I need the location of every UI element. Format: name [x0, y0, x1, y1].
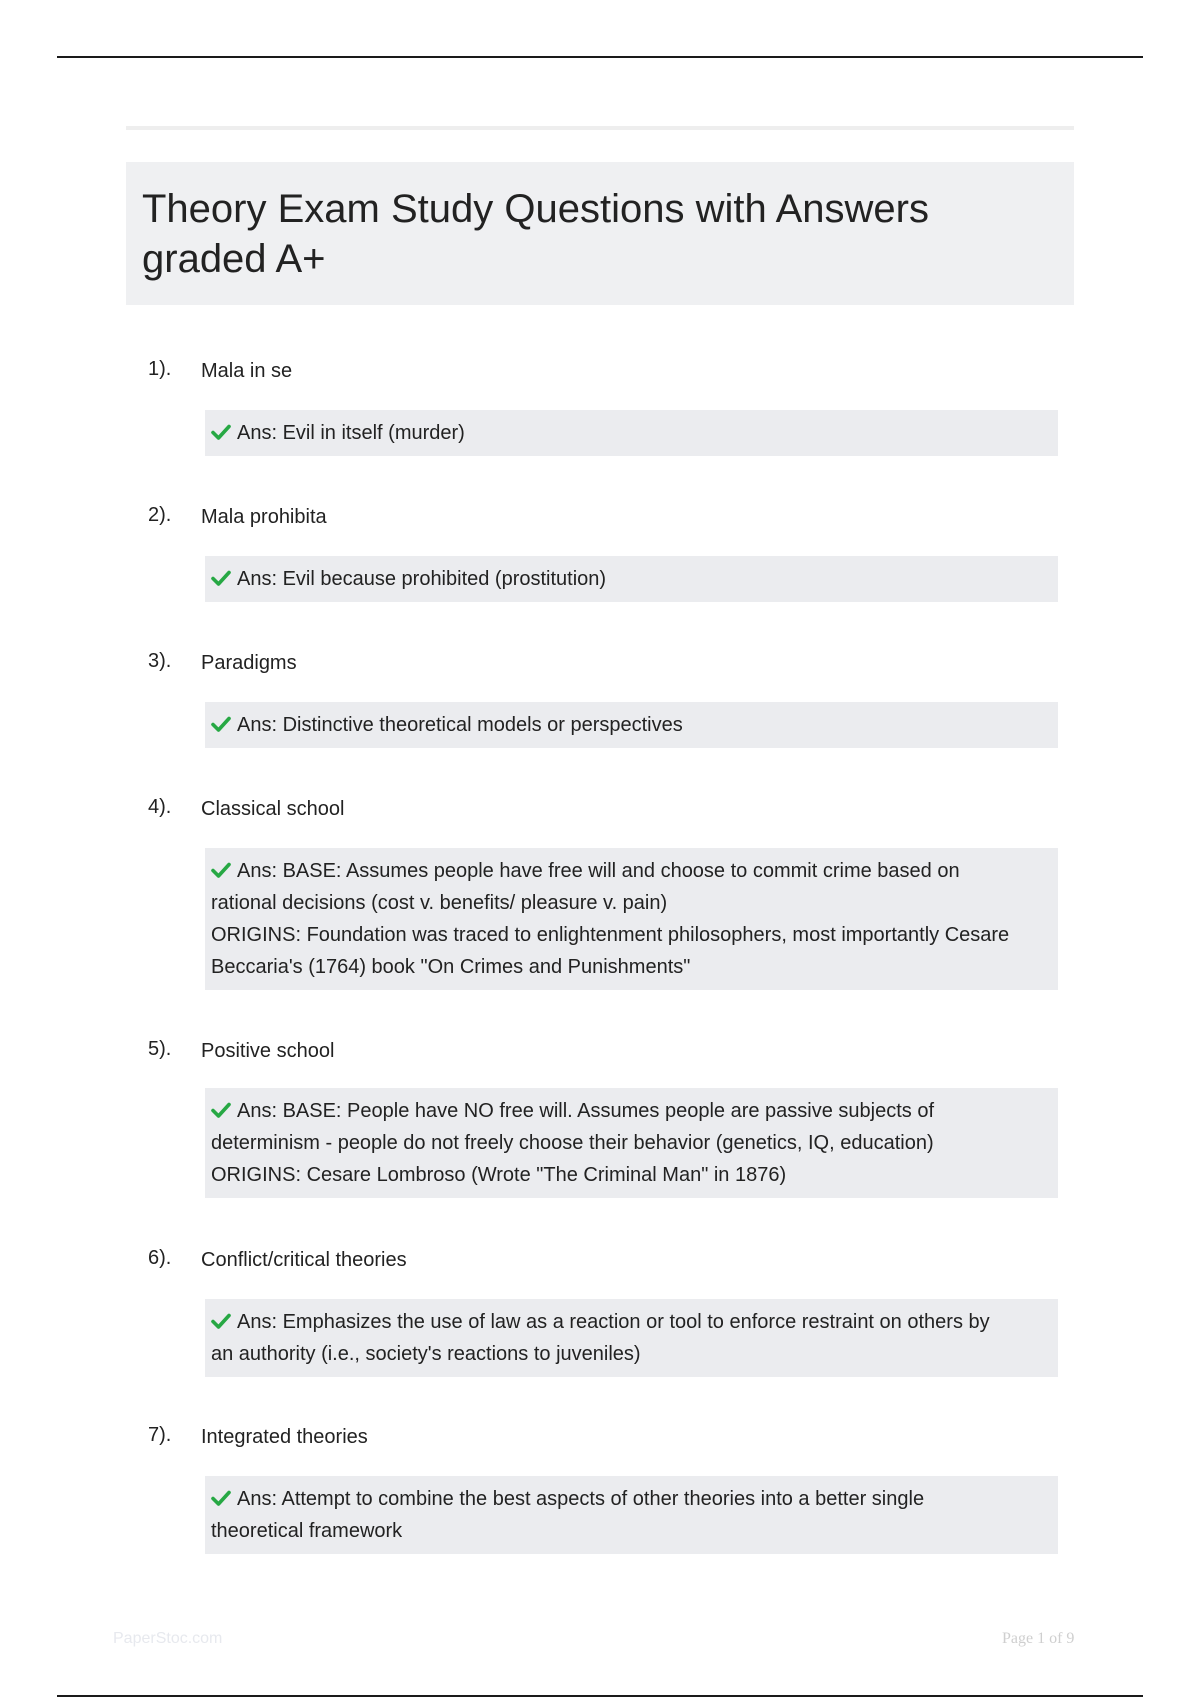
checkmark-icon: [211, 1490, 231, 1506]
question-number: 6).: [148, 1247, 172, 1269]
checkmark-icon: [211, 570, 231, 586]
answer-line: Ans: Emphasizes the use of law as a reaction or tool to enforce restraint on others by: [211, 1306, 1050, 1338]
answer-box: [205, 1299, 1058, 1377]
question-term: Mala in se: [201, 360, 293, 382]
checkmark-icon: [211, 1313, 231, 1329]
answer-line: Ans: BASE: People have NO free will. Assumes people are passive subjects of: [211, 1095, 1050, 1127]
answer-line: Ans: Evil because prohibited (prostitution): [211, 563, 1050, 595]
answer-box: [205, 702, 1058, 748]
checkmark-icon: [211, 862, 231, 878]
answer-box: [205, 1088, 1058, 1198]
question-number: 7).: [148, 1424, 172, 1446]
page-title: Theory Exam Study Questions with Answers graded A+: [142, 187, 929, 281]
title-box: [126, 162, 1074, 305]
page-indicator: Page 1 of 9: [1002, 1630, 1075, 1647]
answer-line: Beccaria's (1764) book "On Crimes and Punishments": [211, 956, 691, 978]
footer-watermark: PaperStoc.com: [113, 1630, 223, 1647]
checkmark-icon: [211, 424, 231, 440]
answer-line: ORIGINS: Cesare Lombroso (Wrote "The Criminal Man" in 1876): [211, 1164, 787, 1186]
question-number: 1).: [148, 358, 172, 380]
question-term: Positive school: [201, 1040, 335, 1062]
answer-box: [205, 556, 1058, 602]
answer-line: Ans: Evil in itself (murder): [211, 417, 1050, 449]
answer-box: [205, 848, 1058, 990]
question-number: 5).: [148, 1038, 172, 1060]
question-number: 2).: [148, 504, 172, 526]
question-number: 4).: [148, 796, 172, 818]
answer-line: an authority (i.e., society's reactions to juveniles): [211, 1343, 641, 1365]
top-rule: [57, 56, 1143, 58]
question-term: Integrated theories: [201, 1426, 368, 1448]
answer-line: Ans: BASE: Assumes people have free will and choose to commit crime based on: [211, 855, 1050, 887]
header-divider: [126, 126, 1074, 130]
checkmark-icon: [211, 1102, 231, 1118]
checkmark-icon: [211, 716, 231, 732]
answer-line: determinism - people do not freely choose their behavior (genetics, IQ, education): [211, 1132, 934, 1154]
answer-line: Ans: Attempt to combine the best aspects of other theories into a better single: [211, 1483, 1050, 1515]
answer-line: rational decisions (cost v. benefits/ pleasure v. pain): [211, 892, 668, 914]
answer-box: [205, 410, 1058, 456]
answer-box: [205, 1476, 1058, 1554]
answer-line: Ans: Distinctive theoretical models or perspectives: [211, 709, 1050, 741]
question-term: Paradigms: [201, 652, 297, 674]
question-term: Classical school: [201, 798, 345, 820]
bottom-rule: [57, 1695, 1143, 1697]
question-number: 3).: [148, 650, 172, 672]
answer-line: ORIGINS: Foundation was traced to enlightenment philosophers, most importantly Cesare: [211, 924, 1010, 946]
answer-line: theoretical framework: [211, 1520, 403, 1542]
question-term: Conflict/critical theories: [201, 1249, 407, 1271]
question-term: Mala prohibita: [201, 506, 327, 528]
